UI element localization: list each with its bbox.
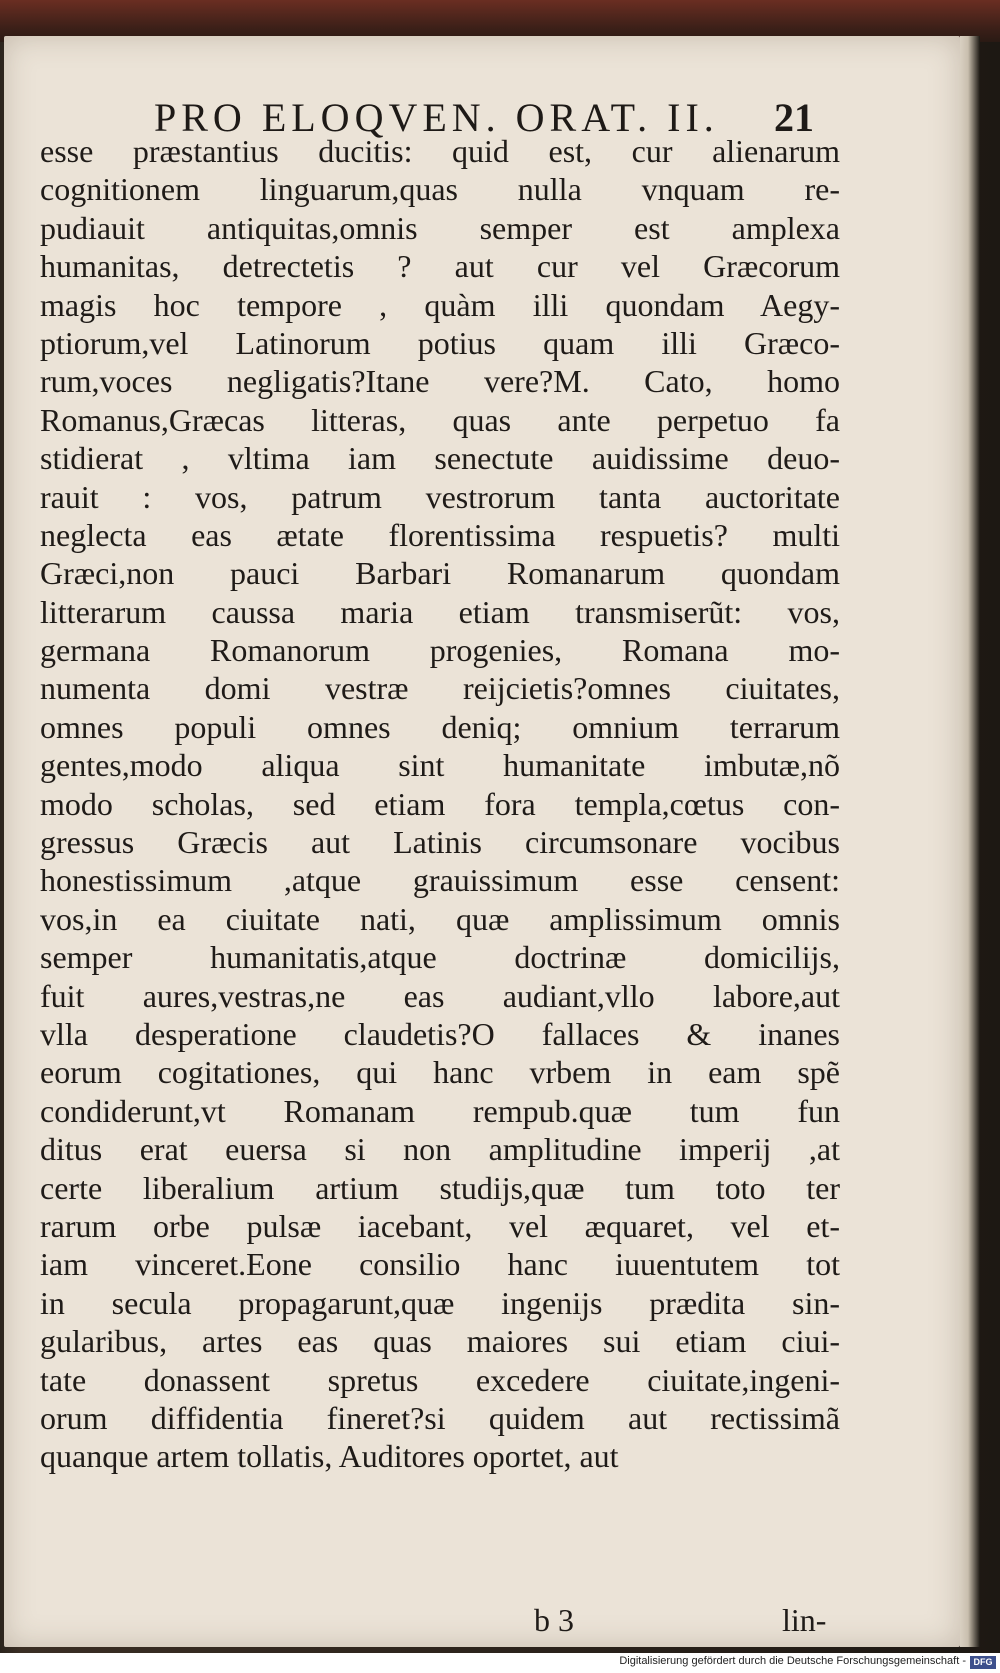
text-line: vlla desperatione claudetis?O fallaces & inanes [40,1015,840,1052]
text-line: eorum cogitationes, qui hanc vrbem in eam spẽ [40,1054,840,1091]
text-line: gressus Græcis aut Latinis circumsonare vocibus [40,824,840,861]
text-line: rarum orbe pulsæ iacebant, vel æquaret, vel et- [40,1207,840,1244]
dfg-logo: DFG [970,1656,996,1669]
text-line: vos,in ea ciuitate nati, quæ amplissimum omnis [40,900,840,937]
page-number: 21 [774,95,814,140]
footer-bar [0,1653,1000,1673]
text-line: semper humanitatis,atque doctrinæ domicilijs, [40,939,840,976]
text-line: Romanus,Græcas litteras, quas ante perpetuo fa [40,401,840,438]
text-line: ditus erat euersa si non amplitudine imperij ,at [40,1131,840,1168]
text-line: humanitas, detrectetis ? aut cur vel Græcorum [40,248,840,285]
signature-mark: b 3 [534,1602,574,1638]
text-line: pudiauit antiquitas,omnis semper est amplexa [40,209,840,246]
text-line: iam vinceret.Eone consilio hanc iuuentutem tot [40,1246,840,1283]
text-line: gentes,modo aliqua sint humanitate imbutæ,nõ [40,747,840,784]
text-line: rum,voces negligatis?Itane vere?M. Cato, homo [40,363,840,400]
text-line: certe liberalium artium studijs,quæ tum toto ter [40,1169,840,1206]
body-text [40,132,840,1476]
text-line: orum diffidentia fineret?si quidem aut rectissimã [40,1399,840,1436]
catchline [534,1602,834,1642]
text-line: modo scholas, sed etiam fora templa,cœtus con- [40,785,840,822]
text-line: stidierat , vltima iam senectute auidissime deuo- [40,440,840,477]
text-line: Græci,non pauci Barbari Romanarum quondam [40,555,840,592]
text-line: esse præstantius ducitis: quid est, cur alienarum [40,133,840,169]
text-line: gularibus, artes eas quas maiores sui etiam ciui- [40,1323,840,1360]
text-line: in secula propagarunt,quæ ingenijs prædita sin- [40,1284,840,1321]
text-line: magis hoc tempore , quàm illi quondam Aegy- [40,286,840,323]
text-line: litterarum caussa maria etiam transmiserũt: vos, [40,593,840,630]
running-title: PRO ELOQVEN. ORAT. II. [154,95,719,140]
text-line: neglecta eas ætate florentissima respuetis? multi [40,516,840,553]
text-line: cognitionem linguarum,quas nulla vnquam re- [40,171,840,208]
text-line: condiderunt,vt Romanam rempub.quæ tum fun [40,1092,840,1129]
book-page [4,36,960,1647]
text-line: fuit aures,vestras,ne eas audiant,vllo labore,aut [40,977,840,1014]
text-line: honestissimum ,atque grauissimum esse censent: [40,862,840,899]
text-line: quanque artem tollatis, Auditores oportet, aut [40,1438,619,1475]
text-line: ptiorum,vel Latinorum potius quam illi Græco- [40,324,840,361]
text-line: numenta domi vestræ reijcietis?omnes ciuitates, [40,670,840,707]
catchword: lin- [782,1602,827,1638]
text-line: germana Romanorum progenies, Romana mo- [40,632,840,669]
funding-credit: Digitalisierung gefördert durch die Deutsche Forschungsgemeinschaft - [619,1655,966,1667]
text-line: omnes populi omnes deniq; omnium terrarum [40,708,840,745]
text-line: rauit : vos, patrum vestrorum tanta auctoritate [40,478,840,515]
text-line: tate donassent spretus excedere ciuitate,ingeni- [40,1361,840,1398]
